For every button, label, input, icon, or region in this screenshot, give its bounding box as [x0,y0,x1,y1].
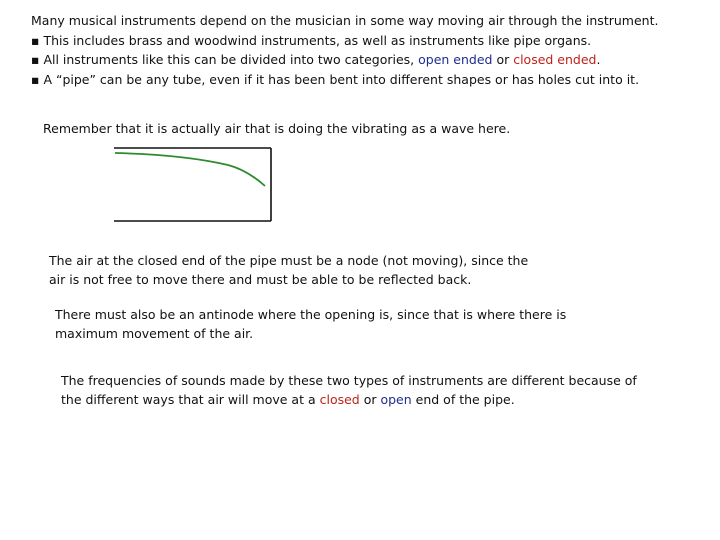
frequency-note-end: end of the pipe. [411,392,515,407]
closed-term: closed [319,392,360,407]
closed-end-node-note: The air at the closed end of the pipe must be a node (not moving), since the air is not free to move there and must be able to be reflected back. [49,253,529,287]
open-term: open [380,392,412,407]
intro-line-2: ▪ This includes brass and woodwind instruments, as well as instruments like pipe organs. [31,32,592,48]
frequency-note-start: The frequencies of sounds made by these two types of instruments are different because of the different ways that air will move at a [61,373,637,407]
closed-pipe-diagram [113,147,273,223]
remember-note: Remember that it is actually air that is doing the vibrating as a wave here. [43,121,511,136]
intro-line-3-end: . [596,52,601,67]
intro-line-3-or: or [492,52,514,67]
air-wave-curve [115,153,265,186]
frequency-note-or: or [359,392,381,407]
intro-line-3 [31,50,711,70]
closed-ended-term: closed ended [513,52,597,67]
frequency-note [61,371,661,409]
intro-text [31,11,711,89]
intro-line-1: Many musical instruments depend on the musician in some way moving air through the instrument. [31,13,659,28]
intro-line-3-start: ▪ All instruments like this can be divided into two categories, [31,52,419,67]
intro-line-4: ▪ A “pipe” can be any tube, even if it has been bent into different shapes or has holes cut into it. [31,71,640,87]
open-ended-term: open ended [418,52,493,67]
antinode-note: There must also be an antinode where the opening is, since that is where there is maximum movement of the air. [55,307,567,341]
